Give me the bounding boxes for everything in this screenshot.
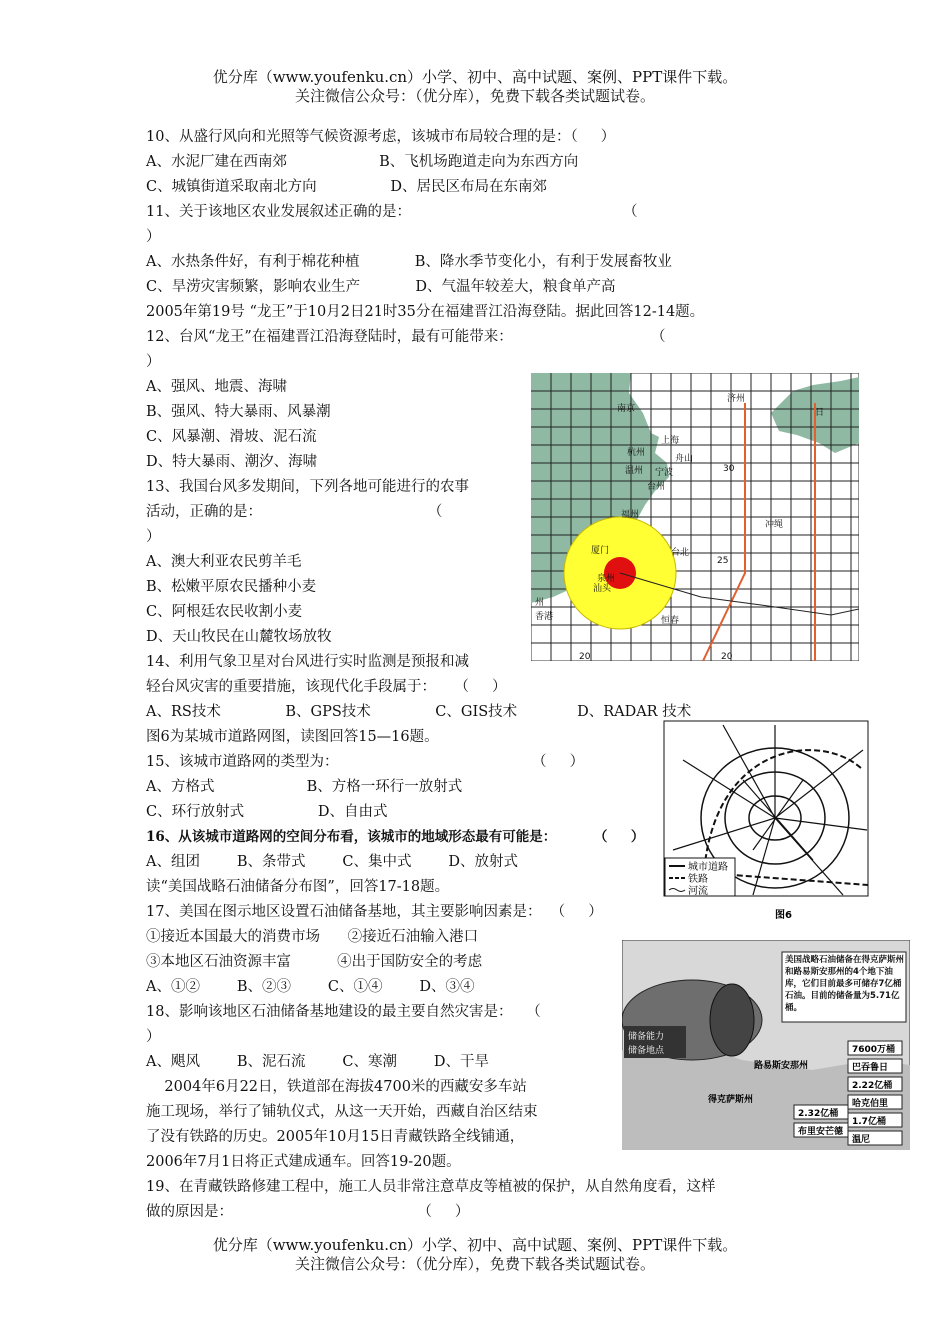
railway-passage-4: 2006年7月1日将正式建成通车。回答19-20题。 xyxy=(146,1154,461,1170)
q17-stem: 17、美国在图示地区设置石油储备基地，其主要影响因素是： （ ） xyxy=(146,904,603,920)
q16-options: A、组团 B、条带式 C、集中式 D、放射式 xyxy=(146,854,518,870)
city-label: 宁波 xyxy=(655,468,674,478)
q11-bracket: ） xyxy=(146,229,161,245)
q14-stem: 14、利用气象卫星对台风进行实时监测是预报和减 xyxy=(146,654,469,670)
oil-reserve-map xyxy=(622,940,910,1150)
storage-site: 温尼 xyxy=(852,1135,871,1145)
q17-factors-12: ①接近本国最大的消费市场 ②接近石油输入港口 xyxy=(146,929,479,945)
state-texas: 得克萨斯州 xyxy=(708,1095,754,1105)
q13-option-c: C、阿根廷农民收割小麦 xyxy=(146,604,303,620)
typhoon-map xyxy=(531,373,859,661)
storage-capacity: 2.22亿桶 xyxy=(852,1081,893,1091)
q14-stem-2: 轻台风灾害的重要措施，该现代化手段属于： （ ） xyxy=(146,679,507,695)
city-label: 冲绳 xyxy=(765,520,784,530)
label-capacity: 储备能力 xyxy=(628,1032,665,1042)
city-label: 厦门 xyxy=(591,546,610,556)
legend-river: 河流 xyxy=(688,886,708,897)
q11-options-cd: C、旱涝灾害频繁，影响农业生产 D、气温年较差大，粮食单产高 xyxy=(146,279,616,295)
city-label: 温州 xyxy=(625,466,644,476)
latitude-label: 20 xyxy=(579,652,591,661)
q17-factors-34: ③本地区石油资源丰富 ④出于国防安全的考虑 xyxy=(146,954,483,970)
city-label: 香港 xyxy=(535,612,554,622)
q12-option-a: A、强风、地震、海啸 xyxy=(146,379,287,395)
q13-bracket: ） xyxy=(146,529,161,545)
legend-railway: 铁路 xyxy=(688,874,708,885)
header-line-1: 优分库（www.youfenku.cn）小学、初中、高中试题、案例、PPT课件下载。 xyxy=(212,68,738,86)
legend-road: 城市道路 xyxy=(688,862,728,873)
q13-stem-2: 活动，正确的是： （ xyxy=(146,504,443,520)
q18-bracket: ） xyxy=(146,1029,161,1045)
latitude-label: 25 xyxy=(717,556,729,566)
q10-options-ab: A、水泥厂建在西南郊 B、飞机场跑道走向为东西方向 xyxy=(146,154,579,170)
storage-site: 布里安芒德 xyxy=(798,1127,844,1137)
storage-capacity: 7600万桶 xyxy=(852,1045,896,1055)
city-label: 州 xyxy=(535,598,545,608)
q11-stem: 11、关于该地区农业发展叙述正确的是： （ xyxy=(146,204,638,220)
latitude-label: 30 xyxy=(723,464,735,474)
q19-stem-2: 做的原因是： （ ） xyxy=(146,1204,470,1220)
q18-options: A、飓风 B、泥石流 C、寒潮 D、干旱 xyxy=(146,1054,489,1070)
storage-site: 巴吞鲁日 xyxy=(852,1063,889,1073)
storage-site: 哈克伯里 xyxy=(852,1099,889,1109)
city-label: 泉州 xyxy=(597,574,616,584)
city-label: 恒春 xyxy=(661,616,680,626)
railway-passage-3: 了没有铁路的历史。2005年10月15日青藏铁路全线铺通， xyxy=(146,1129,525,1145)
q15-stem: 15、该城市道路网的类型为： （ ） xyxy=(146,754,585,770)
q10-stem: 10、从盛行风向和光照等气候资源考虑，该城市布局较合理的是：（ ） xyxy=(146,129,616,145)
q17-options: A、①② B、②③ C、①④ D、③④ xyxy=(146,979,475,995)
city-label: 台州 xyxy=(647,482,666,492)
city-label: 福州 xyxy=(621,510,640,520)
city-label: 舟山 xyxy=(675,454,694,464)
typhoon-intro: 2005年第19号 “龙王”于10月2日21时35分在福建晋江沿海登陆。据此回答12-14题。 xyxy=(146,304,705,320)
road-network-map xyxy=(663,720,869,925)
state-louisiana: 路易斯安那州 xyxy=(754,1061,809,1071)
q12-stem: 12、台风“龙王”在福建晋江沿海登陆时，最有可能带来： （ xyxy=(146,329,666,345)
oil-note-text: 美国战略石油储备在得克萨斯州和路易斯安那州的4个地下油库，它们目前最多可储存7亿桶石油。目前的储备量为5.71亿桶。 xyxy=(785,955,904,1013)
q16-stem: 16、从该城市道路网的空间分布看，该城市的地域形态最有可能是： （ ） xyxy=(146,829,645,845)
city-label: 杭州 xyxy=(627,448,646,458)
storage-capacity: 1.7亿桶 xyxy=(852,1117,886,1127)
footer-line-1: 优分库（www.youfenku.cn）小学、初中、高中试题、案例、PPT课件下载。 xyxy=(212,1236,738,1254)
q19-stem: 19、在青藏铁路修建工程中，施工人员非常注意草皮等植被的保护，从自然角度看，这样 xyxy=(146,1179,716,1195)
storage-capacity: 2.32亿桶 xyxy=(798,1109,839,1119)
q12-option-d: D、特大暴雨、潮汐、海啸 xyxy=(146,454,318,470)
q13-option-a: A、澳大利亚农民剪羊毛 xyxy=(146,554,302,570)
q12-option-b: B、强风、特大暴雨、风暴潮 xyxy=(146,404,331,420)
city-label: 南京 xyxy=(617,404,636,414)
q13-option-b: B、松嫩平原农民播种小麦 xyxy=(146,579,317,595)
header-line-2: 关注微信公众号：（优分库），免费下载各类试题试卷。 xyxy=(294,87,655,105)
q12-bracket: ） xyxy=(146,354,161,370)
city-label: 汕头 xyxy=(593,584,612,594)
city-label: 日 xyxy=(815,408,825,418)
q10-options-cd: C、城镇街道采取南北方向 D、居民区布局在东南郊 xyxy=(146,179,547,195)
city-label: 济州 xyxy=(727,394,746,404)
q14-options: A、RS技术 B、GPS技术 C、GIS技术 D、RADAR 技术 xyxy=(146,704,692,720)
q18-stem: 18、影响该地区石油储备基地建设的最主要自然灾害是： （ xyxy=(146,1004,541,1020)
q13-stem: 13、我国台风多发期间，下列各地可能进行的农事 xyxy=(146,479,469,495)
city-label: 台北 xyxy=(671,548,690,558)
q12-option-c: C、风暴潮、滑坡、泥石流 xyxy=(146,429,317,445)
q11-options-ab: A、水热条件好，有利于棉花种植 B、降水季节变化小，有利于发展畜牧业 xyxy=(146,254,672,270)
city-label: 上海 xyxy=(661,436,680,446)
label-site: 储备地点 xyxy=(628,1046,665,1056)
fig6-intro: 图6为某城市道路网图，读图回答15—16题。 xyxy=(146,729,439,745)
q15-options-cd: C、环行放射式 D、自由式 xyxy=(146,804,388,820)
railway-passage-2: 施工现场，举行了铺轨仪式，从这一天开始，西藏自治区结束 xyxy=(146,1104,538,1120)
latitude-label: 20 xyxy=(721,652,733,661)
oil-barrel-end xyxy=(710,984,754,1056)
railway-passage-1: 2004年6月22日，铁道部在海拔4700米的西藏安多车站 xyxy=(146,1079,527,1095)
q13-option-d: D、天山牧民在山麓牧场放牧 xyxy=(146,629,332,645)
fig6-caption: 图6 xyxy=(775,910,792,921)
oil-intro: 读“美国战略石油储备分布图”，回答17-18题。 xyxy=(146,879,450,895)
footer-line-2: 关注微信公众号：（优分库），免费下载各类试题试卷。 xyxy=(294,1255,655,1273)
q15-options-ab: A、方格式 B、方格一环行一放射式 xyxy=(146,779,463,795)
